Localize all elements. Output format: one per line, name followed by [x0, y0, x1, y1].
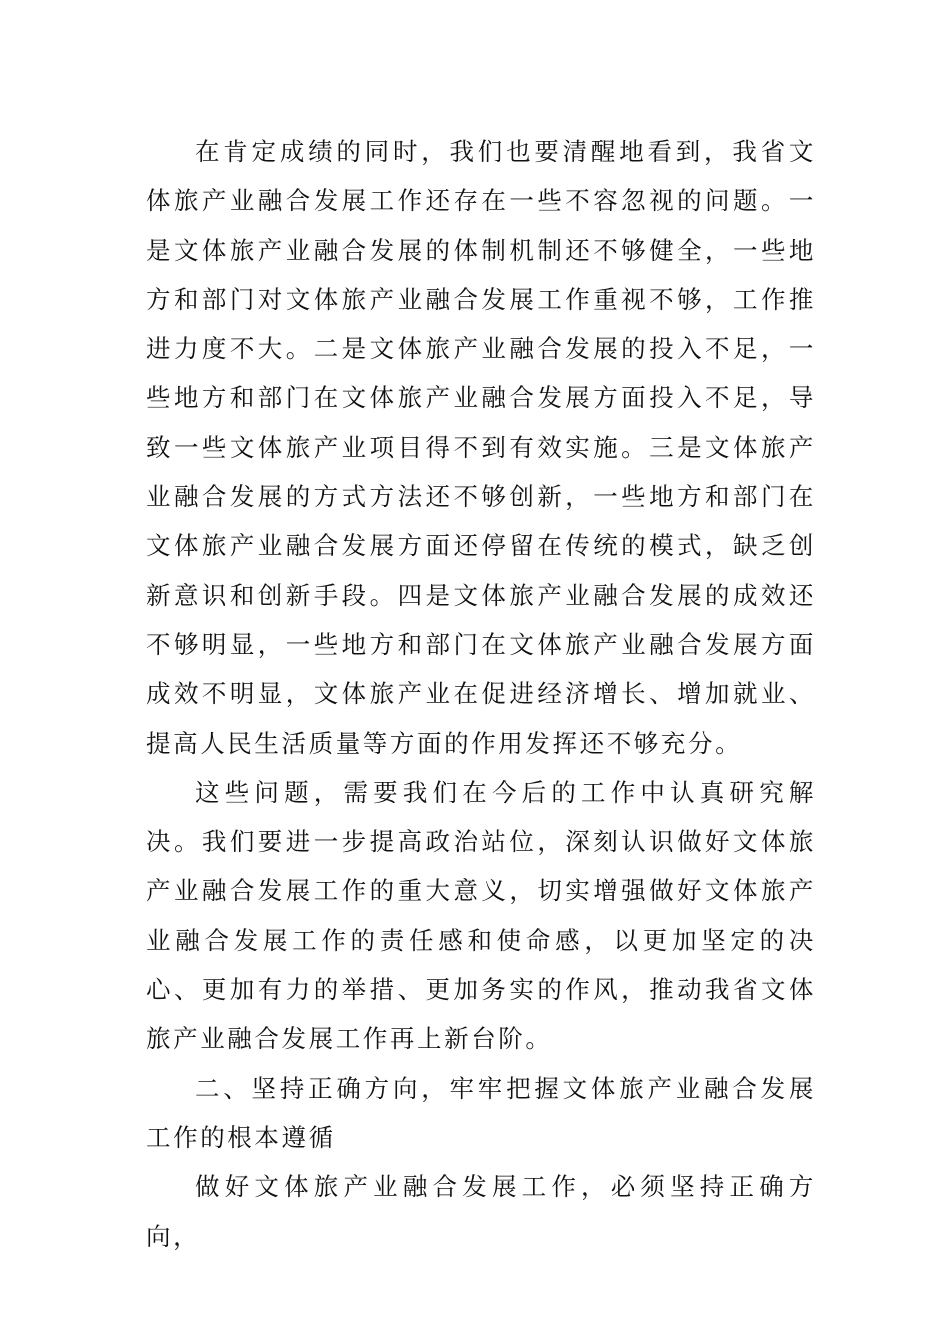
paragraph-direction: 做好文体旅产业融合发展工作，必须坚持正确方向， [146, 1172, 816, 1251]
paragraph-solutions: 这些问题，需要我们在今后的工作中认真研究解决。我们要进一步提高政治站位，深刻认识做好文体旅产业融合发展工作的重大意义，切实增强做好文体旅产业融合发展工作的责任感和使命感，以更加坚定的决心、更加有力的举措、更加务实的作风，推动我省文体旅产业融合发展工作再上新台阶。 [146, 777, 816, 1054]
document-body [146, 127, 816, 1261]
paragraph-problems: 在肯定成绩的同时，我们也要清醒地看到，我省文体旅产业融合发展工作还存在一些不容忽视的问题。一是文体旅产业融合发展的体制机制还不够健全，一些地方和部门对文体旅产业融合发展工作重视不够，工作推进力度不大。二是文体旅产业融合发展的投入不足，一些地方和部门在文体旅产业融合发展方面投入不足，导致一些文体旅产业项目得不到有效实施。三是文体旅产业融合发展的方式方法还不够创新，一些地方和部门在文体旅产业融合发展方面还停留在传统的模式，缺乏创新意识和创新手段。四是文体旅产业融合发展的成效还不够明显，一些地方和部门在文体旅产业融合发展方面成效不明显，文体旅产业在促进经济增长、增加就业、提高人民生活质量等方面的作用发挥还不够充分。 [146, 137, 816, 758]
section-heading: 二、坚持正确方向，牢牢把握文体旅产业融合发展工作的根本遵循 [146, 1073, 816, 1152]
